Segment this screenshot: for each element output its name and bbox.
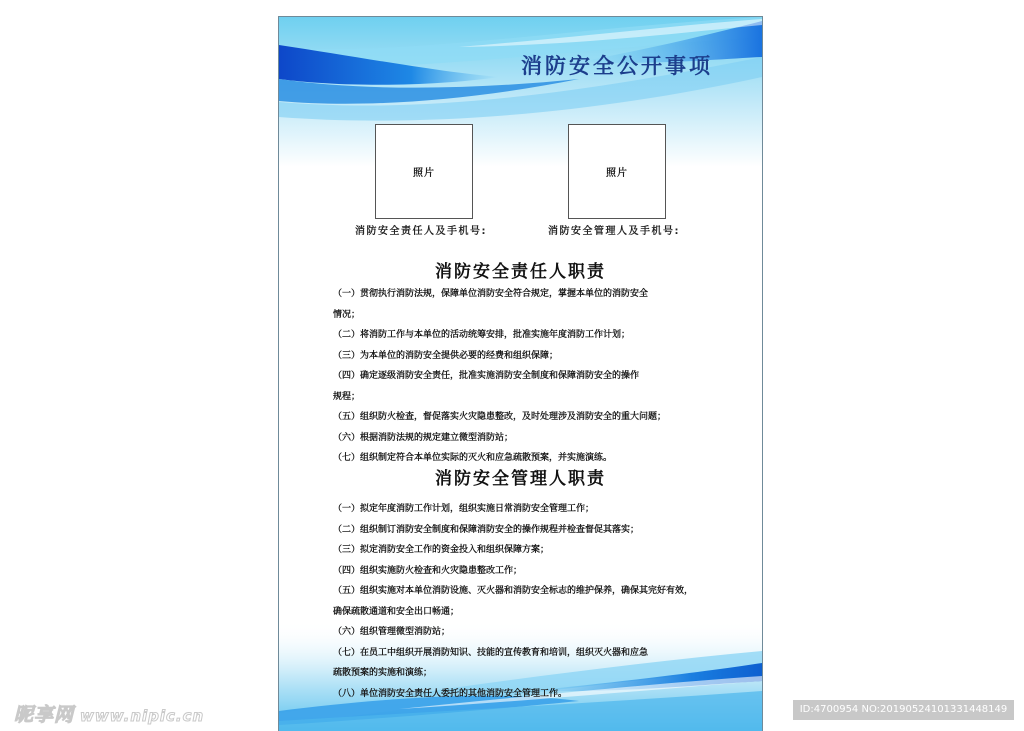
duty-line: （五）组织实施对本单位消防设施、灭火器和消防安全标志的维护保养，确保其完好有效， <box>333 586 694 596</box>
photo-placeholder-manager <box>568 124 666 219</box>
duty-line: （七）在员工中组织开展消防知识、技能的宣传教育和培训，组织灭火器和应急 <box>333 647 649 658</box>
duty-line: （三）为本单位的消防安全提供必要的经费和组织保障； <box>333 350 559 361</box>
duty-line: （五）组织防火检查，督促落实火灾隐患整改，及时处理涉及消防安全的重大问题； <box>333 412 667 422</box>
watermark-url: www.nipic.cn <box>80 707 205 725</box>
top-wave-decoration <box>279 17 762 167</box>
photo-label: 照片 <box>413 168 435 179</box>
duty-line: （一）拟定年度消防工作计划，组织实施日常消防安全管理工作； <box>333 504 595 514</box>
photo-label: 照片 <box>606 168 628 179</box>
section-title-manager-duties: 消防安全管理人职责 <box>435 469 606 489</box>
duty-line: 确保疏散通道和安全出口畅通； <box>333 606 460 617</box>
duty-line: （二）将消防工作与本单位的活动统筹安排，批准实施年度消防工作计划； <box>333 330 631 340</box>
duty-line: 情况； <box>333 309 361 320</box>
duty-line: （六）根据消防法规的规定建立微型消防站； <box>333 432 514 443</box>
duty-line: （三）拟定消防安全工作的资金投入和组织保障方案； <box>333 545 550 555</box>
image-id-badge: ID:4700954 NO:20190524101331448149 <box>793 700 1014 720</box>
duty-line: 规程； <box>333 391 361 402</box>
duty-line: （二）组织制订消防安全制度和保障消防安全的操作规程并检查督促其落实； <box>333 524 640 535</box>
duty-line: （四）组织实施防火检查和火灾隐患整改工作； <box>333 565 523 576</box>
duty-line: （七）组织制定符合本单位实际的灭火和应急疏散预案，并实施演练。 <box>333 453 613 463</box>
duty-line: （六）组织管理微型消防站； <box>333 627 451 637</box>
duty-line: 疏散预案的实施和演练； <box>333 668 433 678</box>
watermark-brand: 昵享网 <box>14 704 75 726</box>
responsible-person-duty-list <box>333 284 733 469</box>
duty-line: （四）确定逐级消防安全责任，批准实施消防安全制度和保障消防安全的操作 <box>333 371 640 381</box>
duty-line: （一）贯彻执行消防法规，保障单位消防安全符合规定，掌握本单位的消防安全 <box>333 289 649 299</box>
fire-safety-poster <box>278 16 763 731</box>
photo-caption-manager: 消防安全管理人及手机号: <box>548 226 680 237</box>
manager-duty-list <box>333 499 733 704</box>
poster-title: 消防安全公开事项 <box>521 54 713 78</box>
section-title-responsible-person-duties: 消防安全责任人职责 <box>435 262 606 282</box>
photo-placeholder-responsible-person <box>375 124 473 219</box>
nipic-watermark <box>14 700 204 727</box>
photo-caption-responsible-person: 消防安全责任人及手机号: <box>355 226 487 237</box>
duty-line: （八）单位消防安全责任人委托的其他消防安全管理工作。 <box>333 688 568 699</box>
